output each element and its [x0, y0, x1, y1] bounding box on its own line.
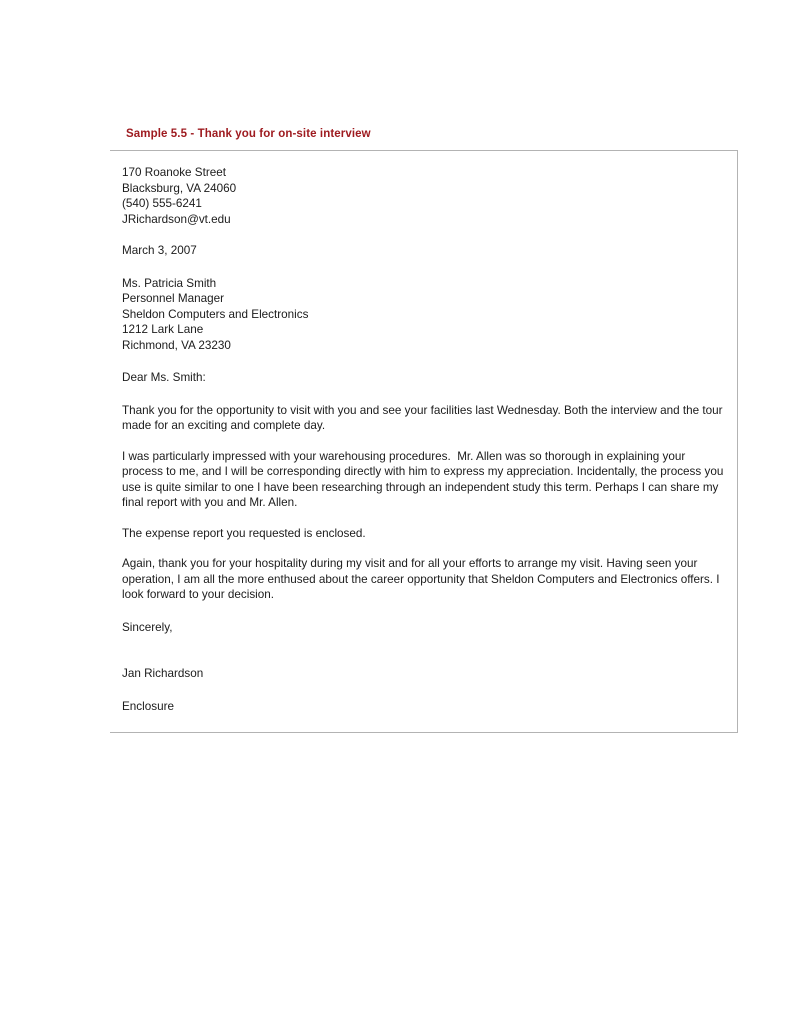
body-paragraph: Again, thank you for your hospitality during my visit and for all your efforts to arrange my visit. Having seen your operation, I am all the more enthused about the career opportunity that Sheldon Computers and Electronics offers. I look forward to your decision.: [122, 557, 723, 601]
recipient-address-block: [122, 276, 727, 354]
letter-content: [122, 165, 727, 714]
signature-name-text: Jan Richardson: [122, 667, 204, 680]
recipient-name: Ms. Patricia Smith: [122, 276, 217, 290]
sender-address-line: Blacksburg, VA 24060: [122, 181, 237, 195]
recipient-company: Sheldon Computers and Electronics: [122, 307, 309, 321]
date-block: [122, 243, 727, 259]
letter-date: March 3, 2007: [122, 244, 197, 257]
body-paragraph: Thank you for the opportunity to visit with you and see your facilities last Wednesday. Both the interview and the tour made for an exciting and complete day.: [122, 403, 726, 432]
closing-text: Sincerely,: [122, 620, 173, 634]
sender-address-block: [122, 165, 727, 227]
spacer: [122, 227, 727, 243]
spacer: [122, 511, 727, 526]
closing: [122, 620, 727, 636]
salutation-text: Dear Ms. Smith:: [122, 371, 206, 384]
spacer: [122, 541, 727, 556]
spacer: [122, 682, 727, 699]
recipient-city-state-zip: Richmond, VA 23230: [122, 338, 231, 352]
page-title: Sample 5.5 - Thank you for on-site interview: [126, 128, 371, 140]
spacer: [122, 603, 727, 620]
spacer: [122, 386, 727, 403]
sender-email-line: JRichardson@vt.edu: [122, 212, 231, 226]
enclosure-note: [122, 699, 727, 715]
salutation: [122, 370, 727, 386]
spacer: [122, 259, 727, 276]
body-paragraph: I was particularly impressed with your warehousing procedures. Mr. Allen was so thorough in explaining your process to me, and I will be corresponding directly with him to express my appreciation. Incidentally, the process you use is quite similar to one I have been researching through an independent study this term. Perhaps I can share my final report with you and Mr. Allen.: [122, 449, 727, 509]
recipient-title: Personnel Manager: [122, 292, 225, 305]
body-paragraph: The expense report you requested is enclosed.: [122, 526, 366, 540]
recipient-street: 1212 Lark Lane: [122, 323, 204, 336]
enclosure-note-text: Enclosure: [122, 699, 174, 713]
sender-address-line: 170 Roanoke Street: [122, 166, 226, 179]
spacer: [122, 353, 727, 370]
sender-address-line: (540) 555-6241: [122, 197, 202, 210]
spacer: [122, 434, 727, 449]
signature-space: [122, 635, 727, 666]
signature-name: [122, 666, 727, 682]
